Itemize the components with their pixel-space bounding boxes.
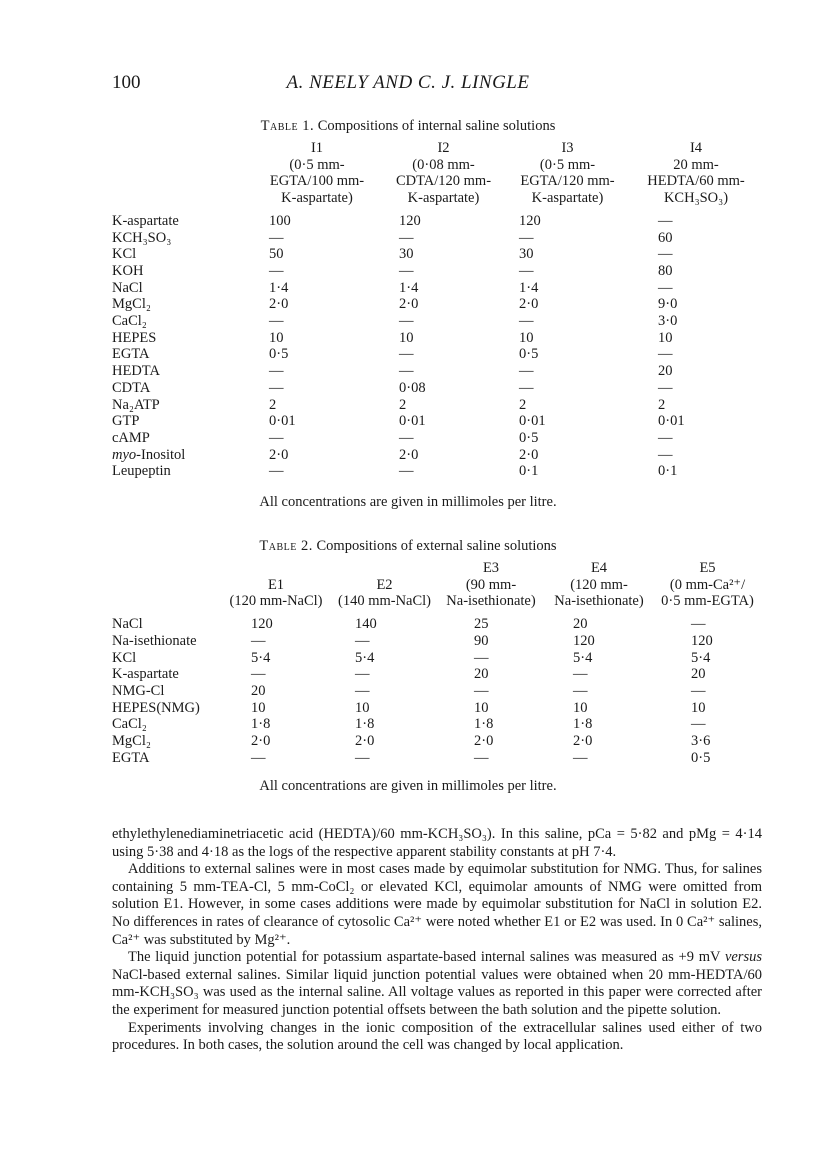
table-cell: — xyxy=(355,682,370,699)
table-row xyxy=(112,246,762,263)
table-row xyxy=(112,263,762,280)
table-row xyxy=(112,716,762,733)
running-head: A. NEELY AND C. J. LINGLE xyxy=(286,72,530,93)
table-cell: — xyxy=(269,429,284,446)
table2-col1-id: E1 xyxy=(267,576,285,593)
table-row xyxy=(112,380,762,397)
table-cell: — xyxy=(399,429,414,446)
table-cell: 1·4 xyxy=(399,279,419,296)
row-label: K-aspartate xyxy=(112,666,179,683)
row-label-italic: myo xyxy=(112,446,137,463)
table-cell: 3·6 xyxy=(691,733,711,750)
row-label: NMG-Cl xyxy=(112,682,165,699)
table2-col5-l1: E5 xyxy=(699,560,716,576)
row-label: NaCl xyxy=(112,279,143,296)
row-label: KOH xyxy=(112,262,144,279)
table-cell: 0·5 xyxy=(519,429,539,446)
table2-col1-l3: (120 mm-NaCl) xyxy=(229,593,323,610)
table-cell: 10 xyxy=(658,329,673,346)
table2-col1-l1 xyxy=(220,560,332,577)
table-cell: 5·4 xyxy=(691,649,711,666)
row-label: HEDTA xyxy=(112,363,160,380)
table-row xyxy=(112,666,762,683)
table1-col1-id: I1 xyxy=(310,140,324,156)
table-cell: 10 xyxy=(474,699,489,716)
table1-col2-l1: (0·08 mm- xyxy=(412,156,475,173)
table-row xyxy=(112,650,762,667)
table1-col4-l3: KCH₃SO₃) xyxy=(663,190,729,207)
table1-col2-l3: K-aspartate) xyxy=(407,190,480,207)
table-cell: — xyxy=(269,463,284,480)
table-cell: 30 xyxy=(519,246,534,263)
table1-col3-id: I3 xyxy=(561,140,574,156)
table-row xyxy=(112,230,762,247)
table-row xyxy=(112,683,762,700)
table-cell: — xyxy=(269,379,284,396)
table-cell: 1·4 xyxy=(519,279,539,296)
table-cell: 2 xyxy=(399,396,407,413)
paragraph-4: Experiments involving changes in the ionic composition of the extracellular salines used either of two procedures. In both cases, the solution around the cell was changed by local application. xyxy=(112,1019,762,1054)
table-cell: 3·0 xyxy=(658,313,678,330)
table-cell: — xyxy=(269,313,284,330)
table-row xyxy=(112,363,762,380)
table-row xyxy=(112,413,762,430)
table2-col2-l1 xyxy=(332,560,437,577)
row-label: HEPES xyxy=(112,329,157,346)
table-cell: — xyxy=(355,666,370,683)
table-cell: 2·0 xyxy=(519,446,539,463)
table2-col3-l1: E3 xyxy=(482,560,500,576)
table-cell: 0·01 xyxy=(269,413,296,430)
table-cell: 0·01 xyxy=(519,413,546,430)
table-cell: — xyxy=(658,446,673,463)
table2-col4-id: (120 mm- xyxy=(570,576,628,593)
table-cell: — xyxy=(658,346,673,363)
table1-col1-l1: (0·5 mm- xyxy=(289,156,345,173)
table-cell: 10 xyxy=(355,699,370,716)
table-cell: 120 xyxy=(251,616,273,633)
table-cell: 0·5 xyxy=(691,749,711,766)
table-cell: 10 xyxy=(519,329,534,346)
table-cell: 2·0 xyxy=(269,296,289,313)
table-cell: 1·4 xyxy=(269,279,289,296)
table2-col2-l3: (140 mm-NaCl) xyxy=(337,593,432,610)
row-label: KCl xyxy=(112,649,137,666)
paragraph-3 xyxy=(112,949,762,1019)
table-cell: 0·08 xyxy=(399,379,426,396)
table-cell: 1·8 xyxy=(355,716,375,733)
table-cell: — xyxy=(399,229,414,246)
table-cell: 140 xyxy=(355,616,377,633)
table1-caption xyxy=(0,118,816,135)
row-label: EGTA xyxy=(112,749,150,766)
table-row xyxy=(112,463,762,480)
table-cell: — xyxy=(474,649,489,666)
table-cell: — xyxy=(269,262,284,279)
table2-caption-prefix: Table 2. xyxy=(259,538,313,554)
paragraph-3-part-a: The liquid junction potential for potassium aspartate-based internal salines was measured as +9 mV xyxy=(128,949,725,966)
table2-col4-l3: Na-isethionate) xyxy=(554,593,644,610)
row-label: cAMP xyxy=(112,429,150,446)
table-cell: 2 xyxy=(519,396,527,413)
table-cell: — xyxy=(573,666,588,683)
row-label: MgCl₂ xyxy=(112,733,151,750)
table-cell: 10 xyxy=(399,329,414,346)
table-cell: — xyxy=(519,229,534,246)
table-cell: — xyxy=(691,682,706,699)
table-cell: 10 xyxy=(691,699,706,716)
table-cell: — xyxy=(474,749,489,766)
table-row xyxy=(112,700,762,717)
table-cell: — xyxy=(269,363,284,380)
table-cell: 120 xyxy=(519,212,541,229)
table-cell: 20 xyxy=(658,363,673,380)
table-row xyxy=(112,616,762,633)
table-cell: 20 xyxy=(691,666,706,683)
table2-caption-text: Compositions of external saline solutions xyxy=(316,538,557,554)
table2-caption xyxy=(0,538,816,555)
table-cell: — xyxy=(399,363,414,380)
table-cell: — xyxy=(251,666,266,683)
table-cell: — xyxy=(519,363,534,380)
table-cell: 2·0 xyxy=(251,733,271,750)
body-text xyxy=(112,826,762,1055)
table2-footnote: All concentrations are given in millimoles per litre. xyxy=(259,778,557,794)
table-row xyxy=(112,733,762,750)
table-cell: 10 xyxy=(269,329,284,346)
table-cell: 2·0 xyxy=(519,296,539,313)
table-cell: — xyxy=(251,749,266,766)
table-row xyxy=(112,633,762,650)
row-label: Na-isethionate xyxy=(112,632,197,649)
table-cell: 20 xyxy=(474,666,489,683)
row-label: CaCl₂ xyxy=(112,313,147,330)
table-cell: 20 xyxy=(573,616,588,633)
table-cell: 120 xyxy=(573,632,595,649)
table-cell: — xyxy=(355,632,370,649)
table-row xyxy=(112,397,762,414)
table-cell: 5·4 xyxy=(251,649,271,666)
table-cell: 2 xyxy=(269,396,277,413)
table1-col1-l3: K-aspartate) xyxy=(281,190,353,207)
table-cell: — xyxy=(474,682,489,699)
table1-col3-l1: (0·5 mm- xyxy=(539,156,596,173)
table-cell: 25 xyxy=(474,616,489,633)
table-row xyxy=(112,750,762,767)
table-cell: 120 xyxy=(399,212,421,229)
paragraph-3-part-c: NaCl-based external salines. Similar liquid junction potential values were obtained when 20 mm-HEDTA/60 mm-KCH₃SO₃ was used as the internal saline. All voltage values as reported in this paper were corrected after the experiment for measured junction potential offsets between the bath solution and the pipette solution. xyxy=(112,966,762,1018)
table-cell: — xyxy=(519,313,534,330)
table-cell: 0·5 xyxy=(269,346,289,363)
table2-col3-id: (90 mm- xyxy=(465,576,517,593)
table-cell: — xyxy=(399,463,414,480)
table-cell: 80 xyxy=(658,262,673,279)
table-cell: — xyxy=(658,212,673,229)
paragraph-1: ethylethylenediaminetriacetic acid (HEDTA)/60 mm-KCH₃SO₃). In this saline, pCa = 5·82 and pMg = 4·14 using 5·38 and 4·18 as the logs of the respective apparent stability constants at pH 7·4. xyxy=(112,826,762,860)
table1-col4-id: I4 xyxy=(689,140,703,156)
row-label: NaCl xyxy=(112,616,143,633)
table-cell: — xyxy=(658,246,673,263)
table-cell: — xyxy=(355,749,370,766)
table-cell: 2·0 xyxy=(573,733,593,750)
paragraph-3-italic: versus xyxy=(724,949,762,966)
table1-col4-l1: 20 mm- xyxy=(673,156,719,173)
table-cell: — xyxy=(573,682,588,699)
table-row xyxy=(112,296,762,313)
table-cell: 2·0 xyxy=(474,733,494,750)
row-label: GTP xyxy=(112,413,140,430)
table-row xyxy=(112,447,762,464)
table1-col1-l2: EGTA/100 mm- xyxy=(269,173,365,190)
table-cell: 60 xyxy=(658,229,673,246)
table1-caption-text: Compositions of internal saline solutions xyxy=(317,118,556,134)
table1-col3-l2: EGTA/120 mm- xyxy=(520,173,615,190)
table1-col2-id: I2 xyxy=(437,140,450,156)
table-cell: — xyxy=(573,749,588,766)
table-row xyxy=(112,430,762,447)
table-cell: 5·4 xyxy=(573,649,593,666)
table1-footnote: All concentrations are given in millimoles per litre. xyxy=(259,494,557,510)
table-cell: 2·0 xyxy=(355,733,375,750)
table-cell: 2·0 xyxy=(269,446,289,463)
table-cell: 1·8 xyxy=(573,716,593,733)
table-cell: — xyxy=(399,313,414,330)
paragraph-2: Additions to external salines were in most cases made by equimolar substitution for NMG. Thus, for salines containing 5 mm-TEA-Cl, 5 mm-CoCl₂ or elevated KCl, equimolar amounts of NMG were omitted from solution E1. However, in some cases additions were made by equimolar substitution for NaCl in solution E2. No differences in rates of clearance of cytosolic Ca²⁺ were noted whether E1 or E2 was used. In 0 Ca²⁺ salines, Ca²⁺ was substituted by Mg²⁺. xyxy=(112,861,762,948)
table1-caption-prefix: Table 1. xyxy=(260,118,315,134)
row-label: EGTA xyxy=(112,346,150,363)
table-cell: — xyxy=(691,716,706,733)
row-label: K-aspartate xyxy=(112,212,179,229)
table-cell: 2 xyxy=(658,396,666,413)
row-label: KCH₃SO₃ xyxy=(112,229,172,246)
table-cell: 2·0 xyxy=(399,296,419,313)
table2-col4-l1: E4 xyxy=(590,560,608,576)
table2-col3-l3: Na-isethionate) xyxy=(446,593,536,610)
table-cell: — xyxy=(658,429,673,446)
table2-col2-id: E2 xyxy=(376,576,393,593)
table-cell: 0·1 xyxy=(519,463,539,480)
table-row xyxy=(112,346,762,363)
table-cell: 100 xyxy=(269,212,291,229)
row-label: HEPES(NMG) xyxy=(112,699,200,716)
table-cell: — xyxy=(399,262,414,279)
row-label: CDTA xyxy=(112,379,151,396)
table-row xyxy=(112,313,762,330)
table-cell: 0·1 xyxy=(658,463,678,480)
table-cell: 20 xyxy=(251,682,266,699)
table2-col5-l3: 0·5 mm-EGTA) xyxy=(661,593,754,610)
row-label-rest: -Inositol xyxy=(136,446,186,463)
table1 xyxy=(112,140,762,480)
row-label: CaCl₂ xyxy=(112,716,147,733)
table-cell: 2·0 xyxy=(399,446,419,463)
table-cell: 10 xyxy=(251,699,266,716)
table-row xyxy=(112,330,762,347)
table-cell: 9·0 xyxy=(658,296,678,313)
table-cell: 90 xyxy=(474,632,489,649)
table-cell: 0·01 xyxy=(658,413,685,430)
row-label: Na₂ATP xyxy=(112,396,160,413)
page-number: 100 xyxy=(112,72,141,93)
table1-col2-l2: CDTA/120 mm- xyxy=(395,173,492,190)
table-cell: 0·5 xyxy=(519,346,539,363)
table-cell: — xyxy=(519,262,534,279)
table-cell: 10 xyxy=(573,699,588,716)
row-label: MgCl₂ xyxy=(112,296,151,313)
table-cell: — xyxy=(269,229,284,246)
row-label: KCl xyxy=(112,246,137,263)
table-cell: 120 xyxy=(691,632,713,649)
row-label xyxy=(112,447,252,464)
table-cell: 30 xyxy=(399,246,414,263)
table-row xyxy=(112,213,762,230)
table2 xyxy=(112,560,762,766)
table1-col3-l3: K-aspartate) xyxy=(531,190,604,207)
table-cell: — xyxy=(691,616,706,633)
table-cell: 50 xyxy=(269,246,284,263)
table-cell: 5·4 xyxy=(355,649,375,666)
table-row xyxy=(112,280,762,297)
table1-col4-l2: HEDTA/60 mm- xyxy=(647,173,745,190)
table-cell: 1·8 xyxy=(251,716,271,733)
table-cell: — xyxy=(658,379,673,396)
table-cell: 1·8 xyxy=(474,716,494,733)
table-cell: — xyxy=(658,279,673,296)
table2-col5-id: (0 mm-Ca²⁺/ xyxy=(669,576,746,593)
table-cell: — xyxy=(519,379,534,396)
row-label: Leupeptin xyxy=(112,463,171,480)
table-cell: — xyxy=(399,346,414,363)
table-cell: — xyxy=(251,632,266,649)
table-cell: 0·01 xyxy=(399,413,426,430)
